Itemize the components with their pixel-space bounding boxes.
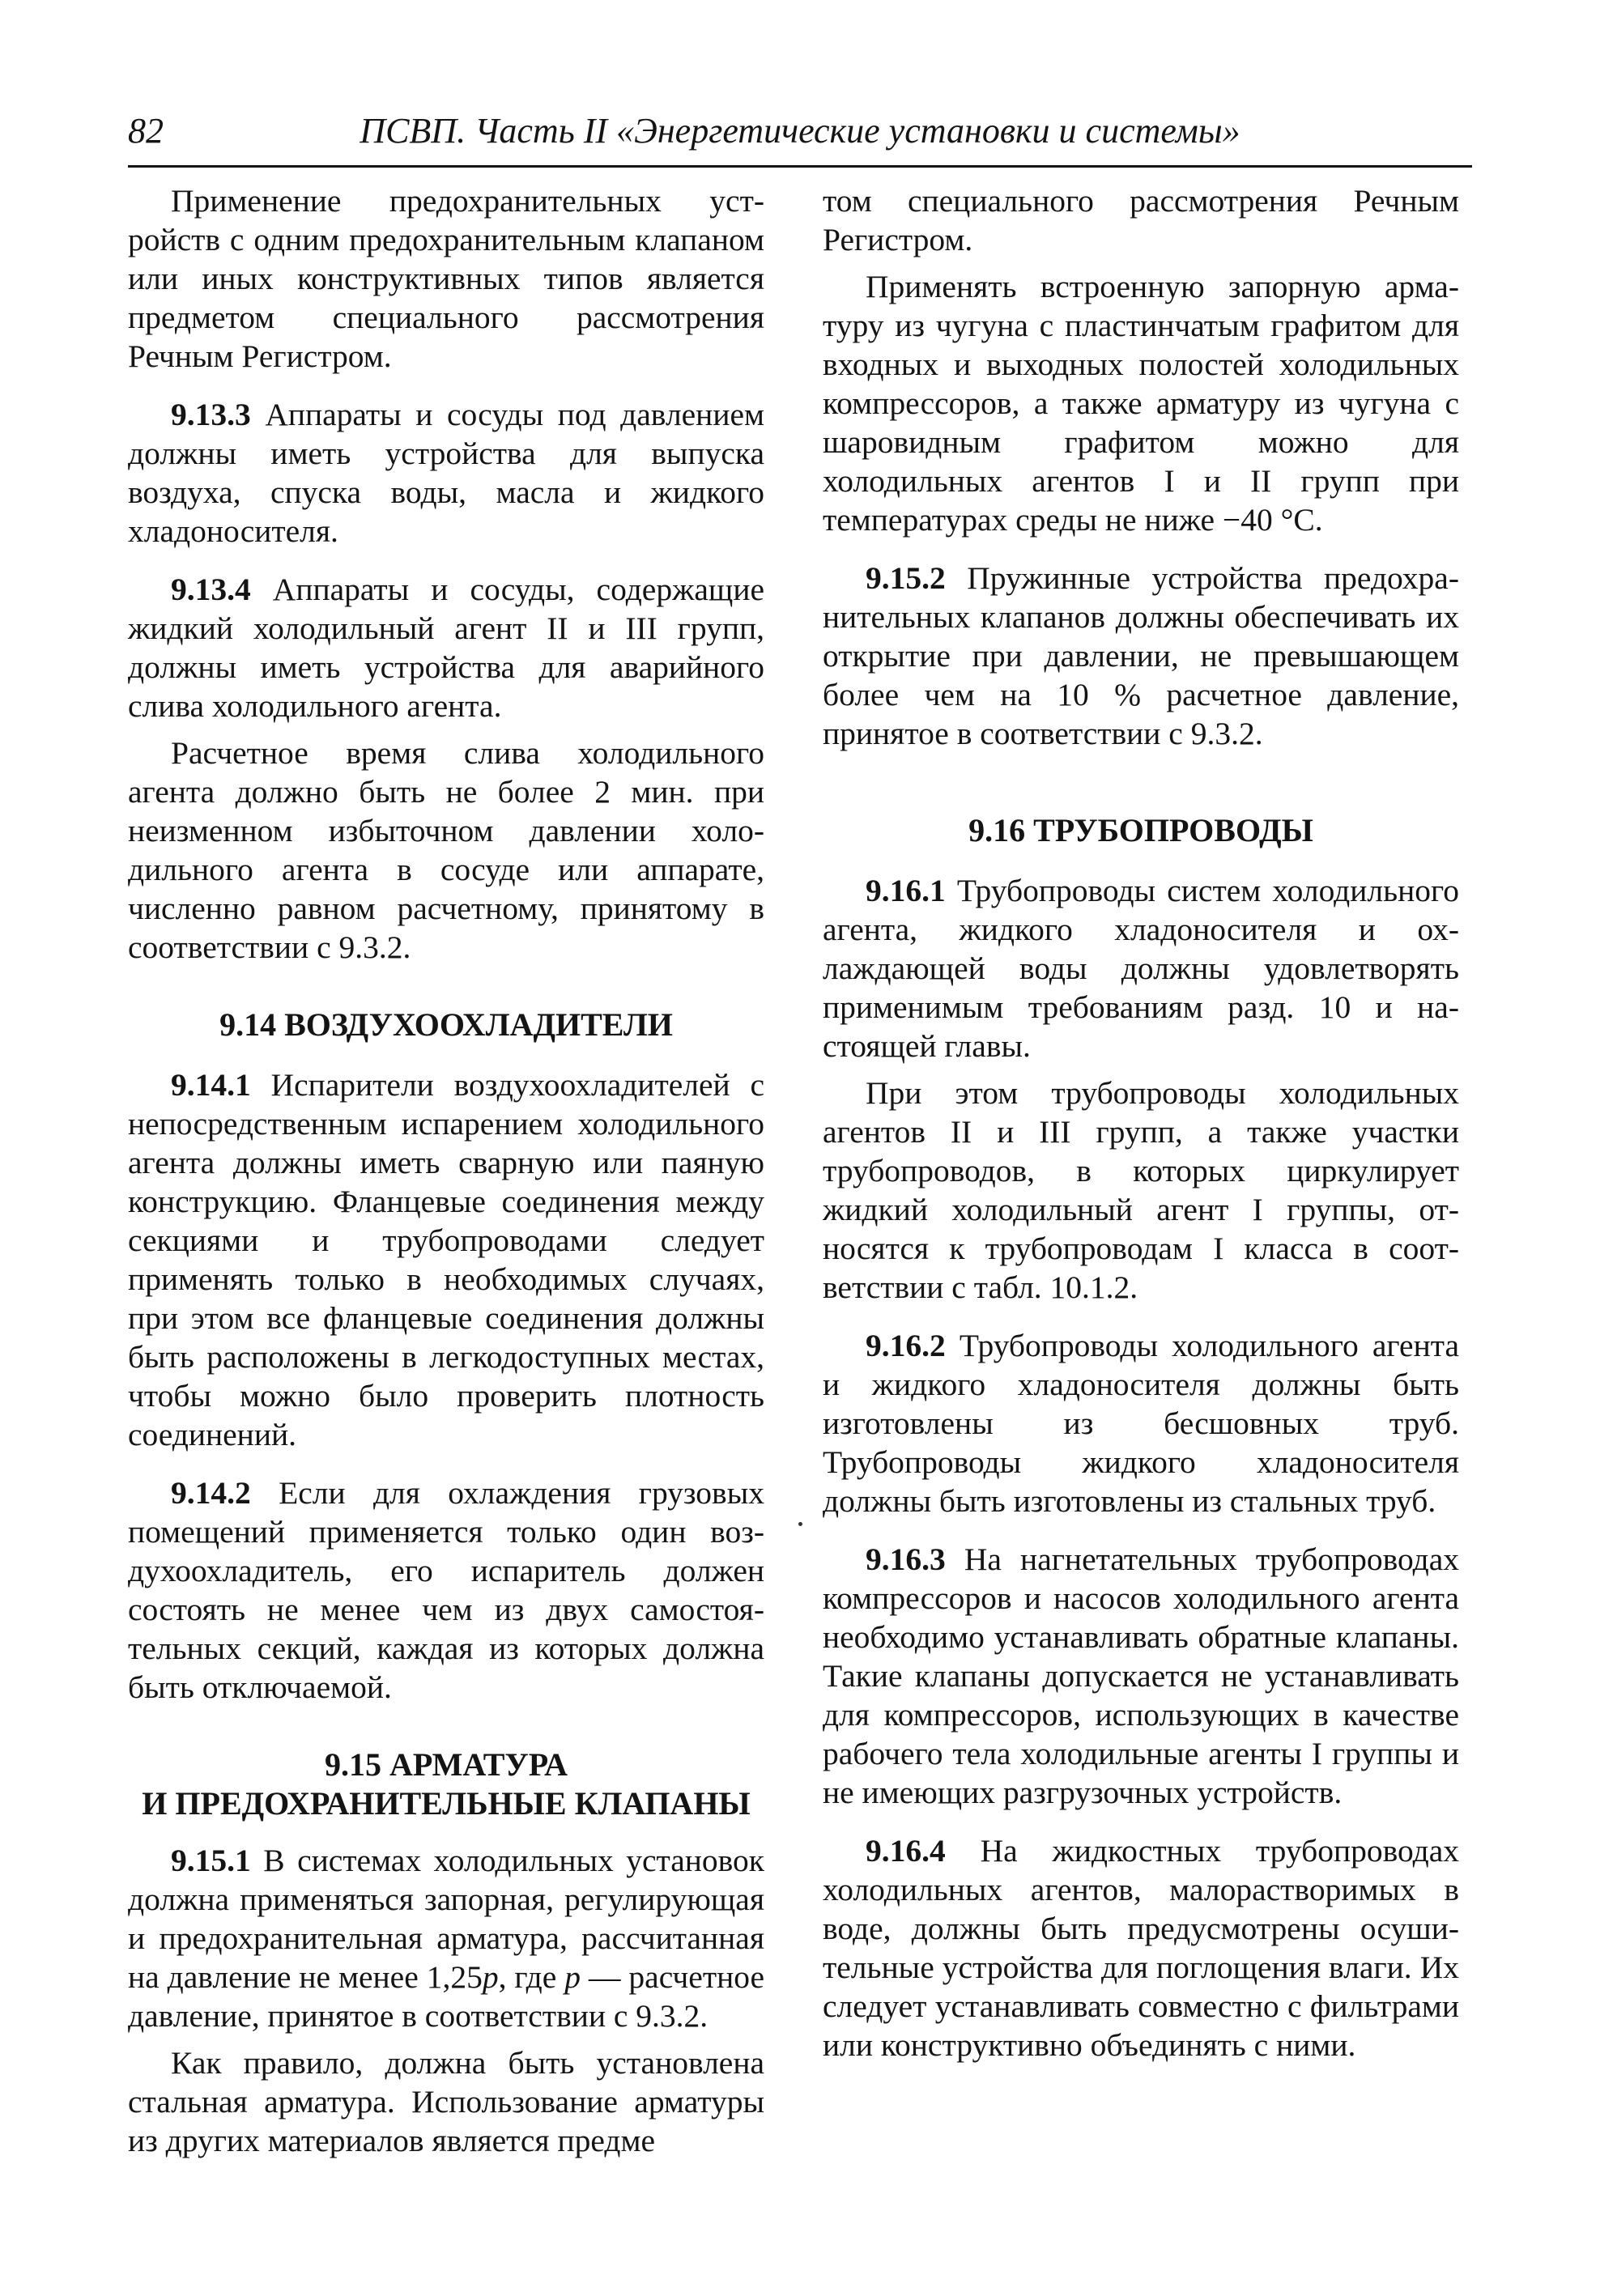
section-9-16-4 [823,1831,1459,2064]
section-number: 9.14.2 [171,1475,251,1511]
section-text: — расчетное давление, принятое в соответствии с 9.3.2. [128,1959,764,2034]
heading-9-15-line2: И ПРЕДОХРАНИТЕЛЬНЫЕ КЛАПАНЫ [142,1785,751,1822]
section-text: На нагнетательных трубопроводах компрессоров и насосов холодильного агента необходимо устанавливать обратные клапаны. Такие клапаны допускается не устанавливать для компрессоров, использующих в качестве рабочего тела холодильные агенты I группы и не имеющих разгрузочных устройств. [823,1541,1459,1810]
section-9-16-3 [823,1540,1459,1812]
header-rule [128,165,1472,168]
variable-p: p [482,1959,499,1995]
section-9-15-2 [823,559,1459,753]
section-number: 9.16.3 [866,1541,946,1577]
paragraph-drain-time: Расчетное время слива холодильного агента должно быть не более 2 мин. при неизменном избыточном давлении холодильного агента в сосуде или аппарате, численно равном расчетному, принятому в соответствии с 9.3.2. [128,735,764,965]
right-column [823,181,1459,2064]
section-number: 9.13.3 [171,397,251,432]
section-text: Аппараты и сосуды под давлением должны иметь устройства для выпуска воздуха, спуска воды, масла и жидкого хладоносителя. [128,397,764,549]
section-number: 9.13.4 [171,572,251,607]
section-text: Аппараты и сосуды, содержащие жидкий холодильный агент II и III групп, должны иметь устройства для аварийного слива холодильного агента. [128,572,764,724]
section-9-14-2 [128,1473,764,1707]
section-text: Пружинные устройства предохранительных клапанов должны обеспечивать их открытие при давлении, не превышающем более чем на 10 % расчетное давление, принятое в соответствии с 9.3.2. [823,560,1459,751]
section-text: Трубопроводы систем холодильного агента, жидкого хладоносителя и охлаждающей воды должны удовлетворять применимым требованиям разд. 10 и настоящей главы. [823,873,1459,1064]
scan-speck [798,1522,802,1526]
section-number: 9.15.1 [171,1843,251,1878]
section-number: 9.16.4 [866,1833,946,1869]
section-text: В системах холодильных установок должна применяться запорная, регулирующая и предохранительная арматура, рассчитанная на давление не менее 1,25 [128,1843,764,1995]
section-text: Трубопроводы холодильного агента и жидкого хладоносителя должны быть изготовлены из бесшовных труб. Трубопроводы жидкого хладоносителя должны быть изготовлены из стальных труб. [823,1328,1459,1519]
section-text: Испарители воздухоохладителей с непосредственным испарением холодильного агента должны иметь сварную или паяную конструкцию. Фланцевые соединения между секциями и трубопроводами следует применять только в необходимых случаях, при этом все фланцевые соединения должны быть расположены в легкодоступных местах, чтобы можно было проверить плотность соединений. [128,1067,764,1452]
section-text: , где [498,1959,565,1995]
section-number: 9.15.2 [866,560,946,596]
left-column [128,181,764,2160]
section-text: На жидкостных трубопроводах холодильных агентов, малорастворимых в воде, должны быть предусмотрены осушительные устройства для поглощения влаги. Их следует устанавливать совместно с фильтрами или конструктивно объединять с ними. [823,1833,1459,2063]
section-number: 9.16.2 [866,1328,946,1363]
section-number: 9.14.1 [171,1067,251,1103]
section-9-16-1 [823,871,1459,1065]
page-number: 82 [128,111,164,151]
page-header [128,113,1472,170]
paragraph-cast-iron: Применять встроенную запорную арматуру из чугуна с пластинчатым графитом для входных и выходных полостей холодильных компрессоров, а также арматуру из чугуна с шаровидным графитом можно для холодильных агентов I и II групп при температурах среды не ниже −40 °C. [823,269,1459,538]
section-9-13-4 [128,570,764,725]
running-title: ПСВП. Часть II «Энергетические установки и системы» [360,111,1240,151]
section-9-14-1 [128,1065,764,1454]
section-9-15-1 [128,1841,764,2035]
heading-9-15-line1: 9.15 АРМАТУРА [325,1746,568,1783]
section-9-16-2 [823,1326,1459,1520]
section-number: 9.16.1 [866,873,946,908]
paragraph-safety-devices: Применение предохранительных устройств с одним предохранительным клапаном или иных конструктивных типов является предметом специального рассмотрения Речным Регистром. [128,183,764,374]
variable-p: p [564,1959,581,1995]
section-9-13-3 [128,395,764,551]
section-text: Если для охлаждения грузовых помещений применяется только один воздухоохладитель, его испаритель должен состоять не менее чем из двух самостоятельных секций, каждая из которых должна быть отключаемой. [128,1475,764,1705]
paragraph-pipe-class: При этом трубопроводы холодильных агентов II и III групп, а также участки трубопроводов, в которых циркулирует жидкий холодильный агент I группы, относятся к трубопроводам I класса в соответствии с табл. 10.1.2. [823,1075,1459,1305]
heading-9-14: 9.14 ВОЗДУХООХЛАДИТЕЛИ [219,1006,673,1043]
paragraph-continuation: том специального рассмотрения Речным Регистром. [823,183,1459,257]
paragraph-armature: Как правило, должна быть установлена стальная арматура. Использование арматуры из других материалов является предме [128,2045,764,2158]
heading-9-16: 9.16 ТРУБОПРОВОДЫ [968,812,1313,848]
